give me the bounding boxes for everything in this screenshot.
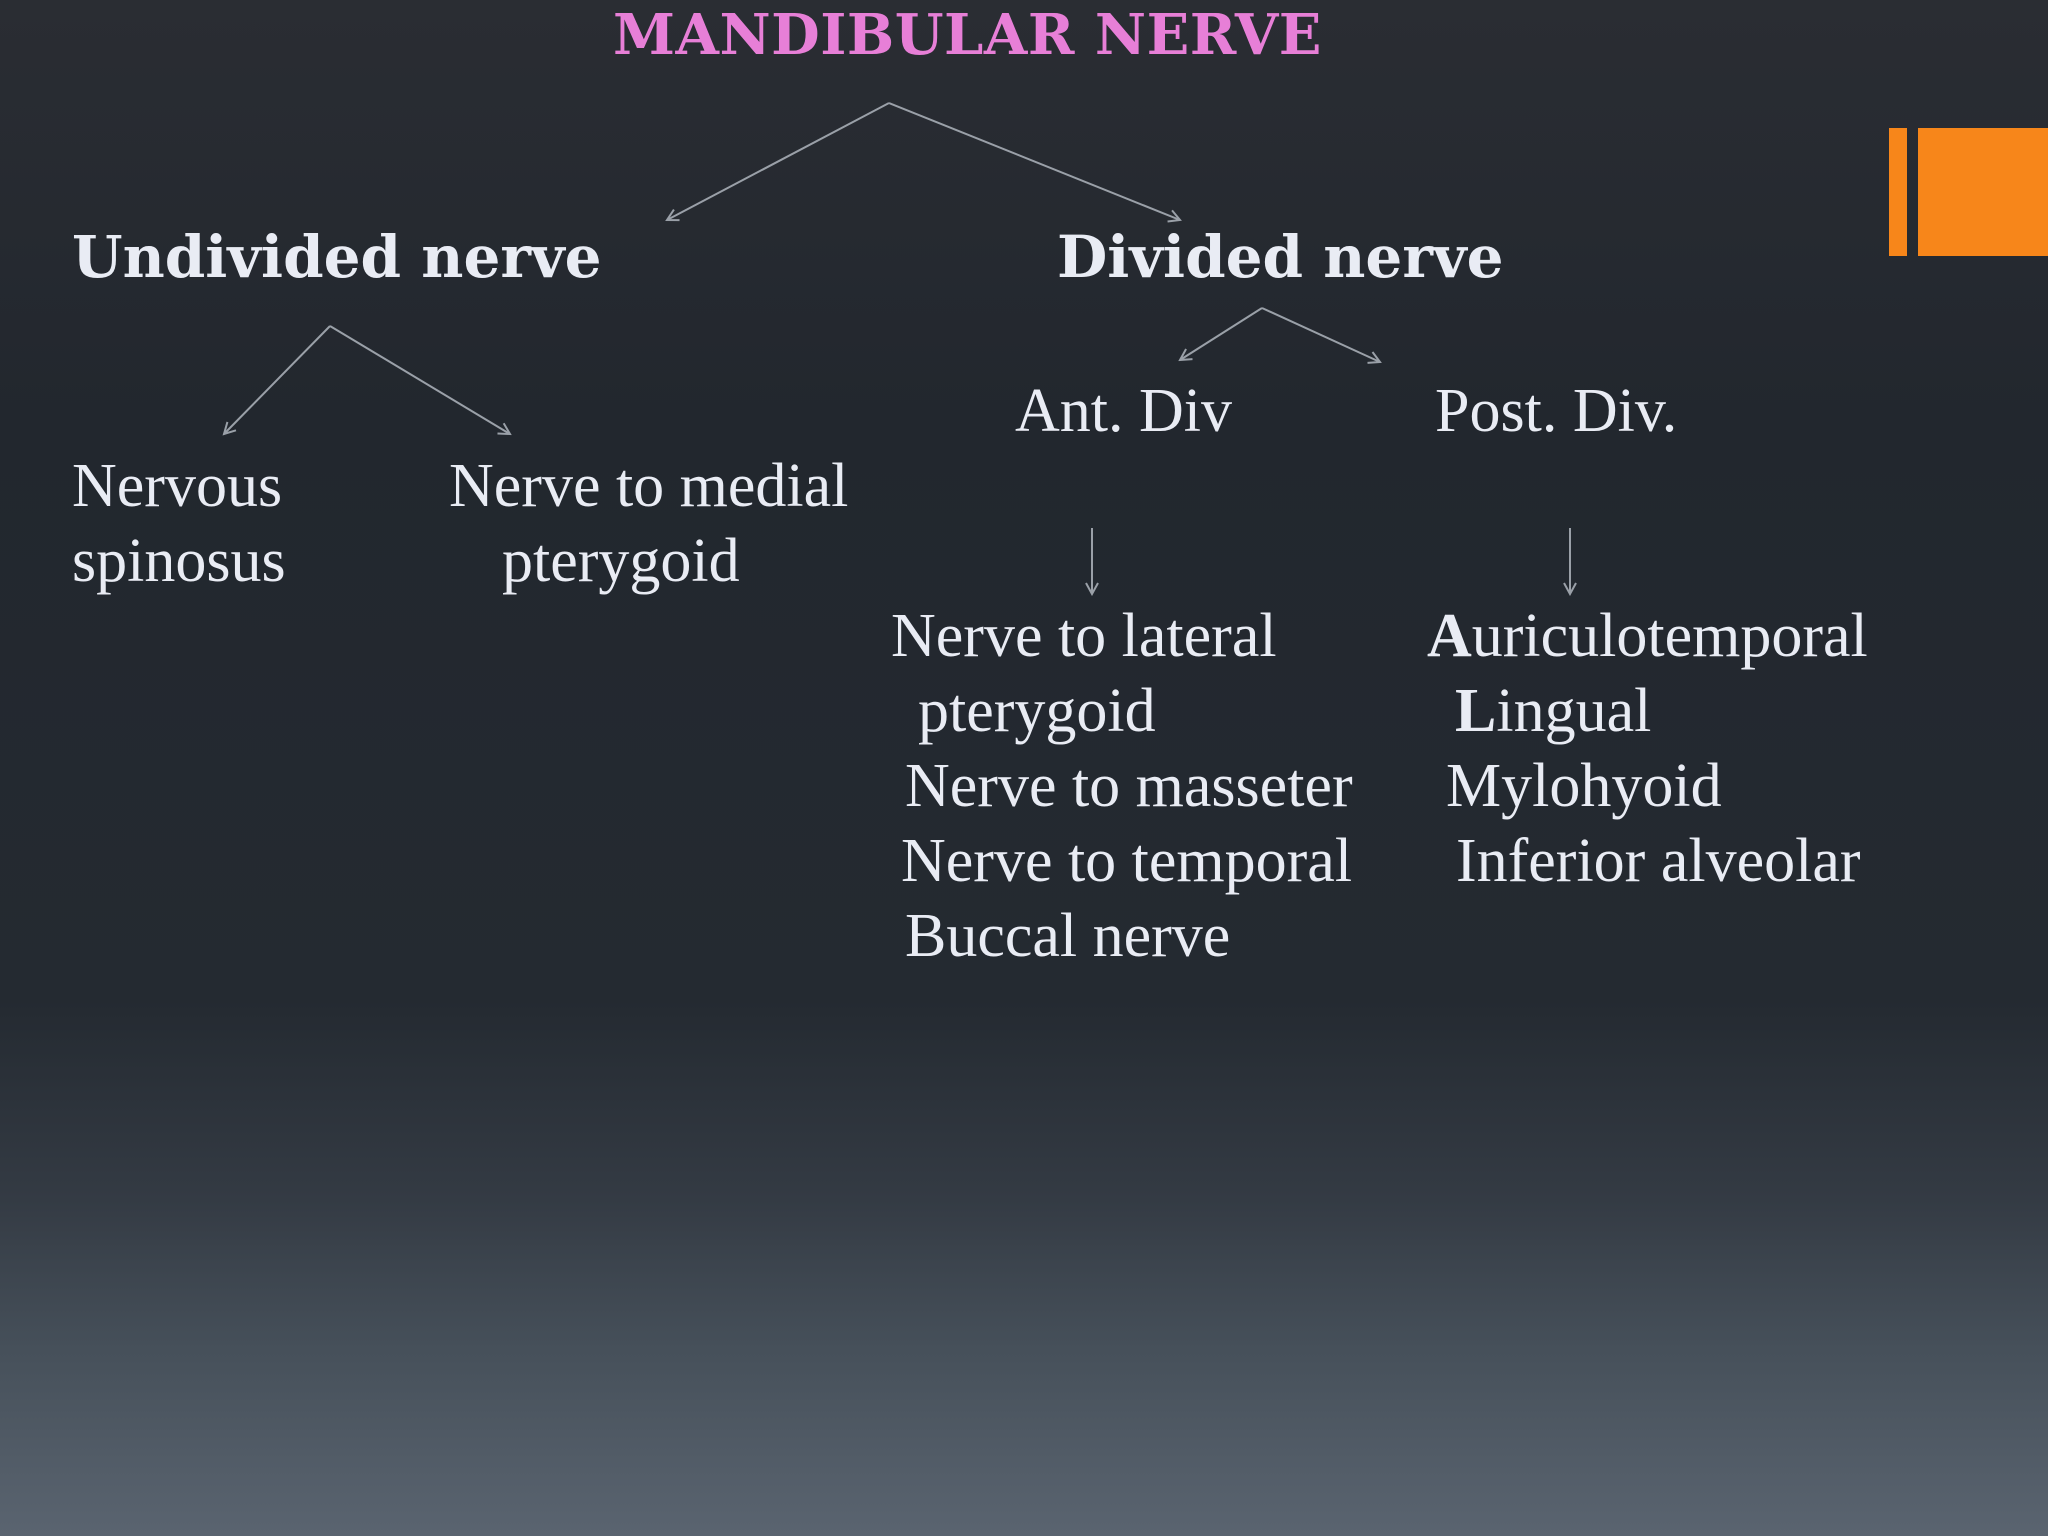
posterior-item-rest: Inferior alveolar [1456,827,1861,895]
posterior-item [1446,752,1722,820]
posterior-item [1456,827,1861,895]
anterior-item: Nerve to masseter [905,752,1353,820]
posterior-item-rest: uriculotemporal [1471,602,1868,670]
nerve-to-medial-pterygoid-line2: pterygoid [502,527,740,595]
posterior-item-rest: ingual [1496,677,1652,745]
posterior-item [1455,677,1652,745]
arrow-divided-to-anterior [1180,308,1262,360]
posterior-item-rest: Mylohyoid [1446,752,1722,820]
undivided-nerve-heading: Undivided nerve [72,223,602,291]
nerve-to-medial-pterygoid-line1: Nerve to medial [449,452,849,520]
arrow-title-to-undivided [667,103,889,220]
posterior-item-initial: L [1455,677,1497,745]
anterior-item: Nerve to lateral [891,602,1277,670]
posterior-division-label: Post. Div. [1435,377,1678,445]
slide-title: MANDIBULAR NERVE [613,2,1322,68]
posterior-item [1427,602,1868,670]
arrow-undivided-to-spinosus [224,326,330,434]
arrow-title-to-divided [889,103,1180,220]
anterior-item: Nerve to temporal [901,827,1353,895]
arrow-divided-to-posterior [1262,308,1380,362]
nervous-spinosus-line1: Nervous [72,452,283,520]
anterior-item: Buccal nerve [905,902,1231,970]
divided-nerve-heading: Divided nerve [1057,223,1504,291]
posterior-item-initial: A [1427,602,1472,670]
anterior-division-label: Ant. Div [1015,377,1232,445]
anterior-item: pterygoid [918,677,1156,745]
arrow-undivided-to-medial-pterygoid [330,326,510,434]
nervous-spinosus-line2: spinosus [72,527,286,595]
